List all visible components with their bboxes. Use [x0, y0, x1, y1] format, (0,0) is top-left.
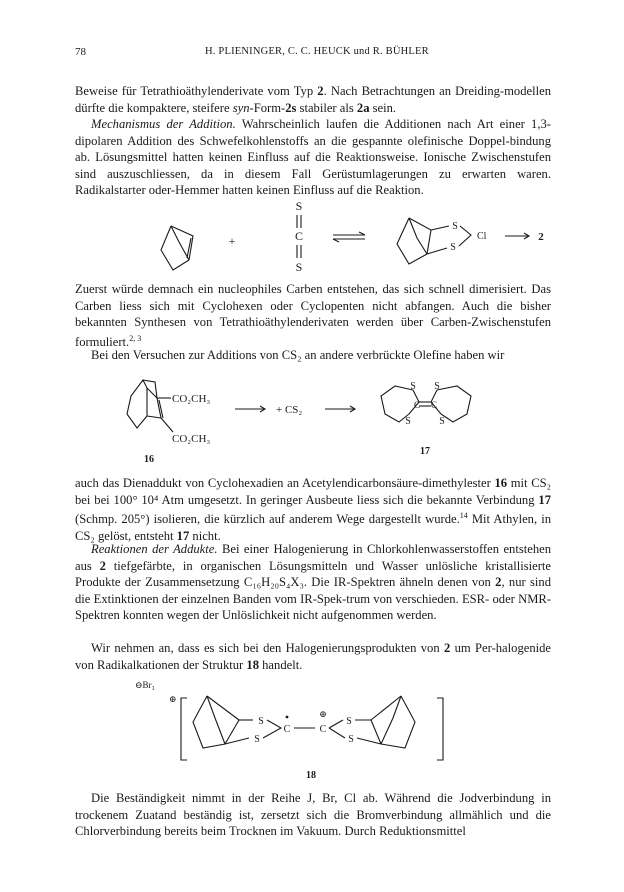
reagent-cs2: + CS₂ [276, 404, 303, 416]
svg-text:C: C [294, 229, 304, 243]
norbornene-structure [161, 226, 193, 270]
svg-text:S: S [450, 242, 456, 253]
left-bicyclic-unit [193, 696, 253, 748]
counterion-label: ⊖Br₃ [135, 680, 155, 690]
paragraph-reaktionen: Reaktionen der Addukte. Bei einer Halogenierung in Chlorkohlenwasserstoffen entstehen aus 2 tiefgefärbte, in organischen Lösungsmitteln und Wasser unlösliche kristallisierte Produkte der Zusammensetzung C₁₆H₂₀S₄X₃. Die IR-Spektren ähneln denen von 2, nur sind die Extinktionen der einzelnen Banden vom IR-Spek-trum von verschieden. ESR- oder NMR-Spektren konnten wegen der Unlöslichkeit nicht aufgenommen werden. [75, 542, 552, 623]
svg-text:Cl: Cl [477, 231, 487, 242]
product-label: 2 [538, 231, 544, 243]
reaction-scheme-2 [75, 368, 551, 464]
compound-16-structure [127, 380, 210, 445]
svg-text:S: S [254, 734, 260, 745]
svg-text:C: C [283, 724, 291, 735]
compound-18-label: 18 [306, 770, 316, 781]
svg-text:S: S [452, 221, 458, 232]
reaction-scheme-1 [75, 198, 551, 276]
page-number: 78 [75, 46, 86, 58]
paragraph-mechanismus: Mechanismus der Addition. Wahrscheinlich laufen die Additionen nach Art einer 1,3-dipolaren Addition des Schwefelkohlenstoffs an die gespannte olefinische Doppel-bindung ab. Lösungsmittel hatten keinen Einfluss auf die Reaktionsweise. Ionische Zwischenstufen sind auszuschliessen, da in diesem Fall Gerüstumlagerungen zu erwarten waren. Radikalstarter oder-Hemmer hatten keinen Einfluss auf die Reaktion. [75, 117, 551, 198]
svg-text:S: S [405, 416, 411, 427]
svg-text:S: S [439, 416, 445, 427]
svg-text:C: C [430, 400, 438, 410]
reaction-arrow-2 [325, 406, 355, 412]
svg-text:S: S [410, 381, 416, 392]
radical-dot [286, 716, 289, 719]
equilibrium-arrows [333, 232, 365, 242]
svg-text:S: S [348, 734, 354, 745]
svg-text:S: S [295, 199, 303, 213]
right-bracket [437, 698, 443, 760]
plus-sign: + [228, 234, 236, 248]
svg-text:S: S [295, 260, 303, 274]
structure-18 [75, 674, 551, 782]
reaction-arrow-1 [235, 406, 265, 412]
right-bicyclic-unit [355, 696, 415, 748]
running-head: H. PLIENINGER, C. C. HEUCK und R. BÜHLER [205, 46, 429, 57]
paragraph-dienaddukt: auch das Dienaddukt von Cyclohexadien an Acetylendicarbonsäure-dimethylester 16 mit CS₂ bei bei 100° 10⁴ Atm umgesetzt. In geringer Ausbeute liess sich die bekannte Verbindung 17 (Schmp. 205°) isolieren, die kürzlich auf anderem Wege dargestellt wurde.$^{14}$ Mit Athylen, in CS₂ gelöst, entsteht 17 nicht. [75, 476, 551, 543]
compound-17-structure [381, 381, 471, 427]
svg-text:C: C [319, 724, 327, 735]
compound-17-label: 17 [420, 446, 430, 457]
paragraph-carben: Zuerst würde demnach ein nucleophiles Carben entstehen, das sich schnell dimerisiert. Das Carben liess sich mit Cyclohexen oder Cyclopenten nicht abfangen. Auch die bisher bekannten Synthesen von Tetrathioäthylenderivaten werden über Carben-Zwischenstufen formuliert.$^{2, 3}$ [75, 282, 551, 349]
svg-text:CO₂CH₃: CO₂CH₃ [172, 433, 211, 445]
left-bracket [181, 698, 187, 760]
svg-text:C: C [413, 400, 421, 410]
paragraph-versuche: Bei den Versuchen zur Additions von CS₂ an andere verbrückte Olefine haben wir [91, 348, 505, 362]
dipolar-adduct-structure [397, 218, 487, 264]
compound-16-label: 16 [144, 454, 154, 465]
svg-text:S: S [346, 716, 352, 727]
svg-text:CO₂CH₃: CO₂CH₃ [172, 393, 211, 405]
svg-text:S: S [434, 381, 440, 392]
paragraph-1: Beweise für Tetrathioäthylenderivate vom Typ 2. Nach Betrachtungen an Dreiding-modellen dürfte die kompaktere, steifere syn-Form-2s stabiler als 2a sein. [75, 84, 551, 115]
bracket-charge: ⊕ [169, 694, 177, 704]
svg-text:S: S [258, 716, 264, 727]
paragraph-bestaendigkeit: Die Beständigkeit nimmt in der Reihe J, Br, Cl ab. Während die Jodverbindung in trockenem Zuatand beständig ist, zersetzt sich die Bromverbindung allmählich und die Chlorverbindung bereits beim Trocknen im Vakuum. Durch Reduktionsmittel [75, 791, 551, 839]
reaction-arrow [505, 233, 529, 239]
cation-charge: ⊕ [319, 709, 327, 719]
carbon-disulfide-structure [295, 199, 303, 274]
paragraph-halogenierung: Wir nehmen an, dass es sich bei den Halogenierungsprodukten von 2 um Per-halogenide von Radikalkationen der Struktur 18 handelt. [75, 641, 552, 672]
